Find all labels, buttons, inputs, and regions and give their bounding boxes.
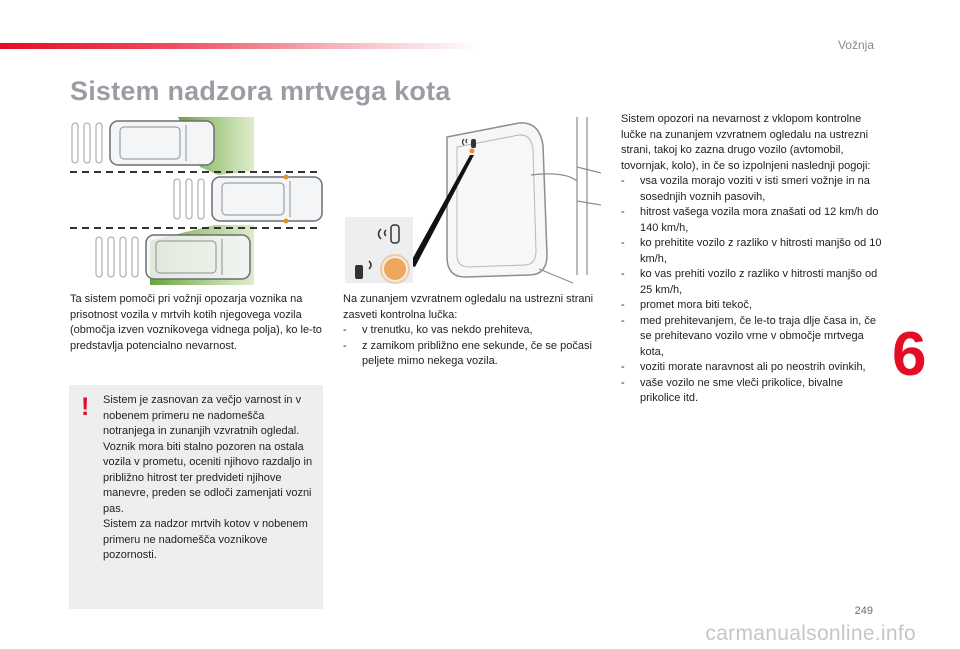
- list-item: - vsa vozila morajo voziti v isti smeri vožnje in na sosednjih voznih pasovih,: [621, 174, 883, 205]
- mirror-drawing: [343, 115, 601, 287]
- lamp-intro: Na zunanjem vzvratnem ogledalu na ustrezni strani zasveti kontrolna lučka:: [343, 293, 594, 321]
- warning-text-2: Sistem za nadzor mrtvih kotov v nobenem primeru ne nadomešča voznikove pozornosti.: [103, 518, 308, 561]
- chapter-name: Vožnja: [837, 38, 874, 52]
- intro-paragraph: Ta sistem pomoči pri vožnji opozarja voznika na prisotnost vozila v mrtvih kotih njegovega vozila (območja izven voznikovega vidnega polja), ko le-to predstavlja potencialno nevarnost.: [70, 293, 322, 352]
- vehicle-top-lane: [110, 121, 214, 165]
- list-item: - ko vas prehiti vozilo z razliko v hitrosti manjšo od 25 km/h,: [621, 267, 883, 298]
- own-vehicle: [212, 177, 322, 221]
- page-number: 249: [854, 605, 873, 617]
- list-item: - z zamikom približno ene sekunde, če se počasi peljete mimo nekega vozila.: [343, 339, 601, 370]
- intro-column: [70, 292, 322, 354]
- list-item: - vaše vozilo ne sme vleči prikolice, bivalne prikolice itd.: [621, 376, 883, 407]
- blind-spot-lanes-drawing: [68, 115, 324, 287]
- lamp-column: [343, 292, 601, 370]
- list-item: - voziti morate naravnost ali po neostrih ovinkih,: [621, 360, 883, 376]
- header-accent-bar: [0, 43, 480, 49]
- list-item: - v trenutku, ko vas nekdo prehiteva,: [343, 323, 601, 339]
- list-item: - hitrost vašega vozila mora znašati od 12 km/h do 140 km/h,: [621, 205, 883, 236]
- list-item: - ko prehitite vozilo z razliko v hitrosti manjšo od 10 km/h,: [621, 236, 883, 267]
- warning-text: [103, 393, 319, 564]
- lamp-conditions-list: [343, 323, 601, 370]
- vehicle-bottom-lane: [146, 235, 250, 279]
- warning-lamp: [384, 258, 406, 280]
- watermark: carmanualsonline.info: [705, 622, 916, 645]
- conditions-intro: Sistem opozori na nevarnost z vklopom kontrolne lučke na zunanjem vzvratnem ogledalu na ustrezni strani, takoj ko zazna drugo vozilo (avtomobil, tovornjak, kolo), in če so izpolnjeni naslednji pogoji:: [621, 113, 871, 172]
- conditions-list: [621, 174, 883, 407]
- warning-box: [69, 385, 323, 609]
- warning-icon: !: [81, 393, 90, 421]
- chapter-number: 6: [892, 320, 927, 389]
- list-item: - med prehitevanjem, če le-to traja dlje časa in, če se prehitevano vozilo vrne v območje mrtvega kota,: [621, 314, 883, 361]
- blind-spot-lanes-illustration: [68, 115, 324, 287]
- list-item: - promet mora biti tekoč,: [621, 298, 883, 314]
- warning-text-1: Sistem je zasnovan za večjo varnost in v nobenem primeru ne nadomešča notranjega in zunanjih vzvratnih ogledal. Voznik mora biti stalno pozoren na ostala vozila v prometu, oceniti njihovo razdaljo in približno hitrost ter predvideti njihove manevre, preden se odloči zamenjati vozni pas.: [103, 394, 313, 515]
- conditions-column: [621, 112, 883, 407]
- page-title: Sistem nadzora mrtvega kota: [70, 76, 451, 106]
- mirror-warning-lamp-illustration: [343, 115, 601, 287]
